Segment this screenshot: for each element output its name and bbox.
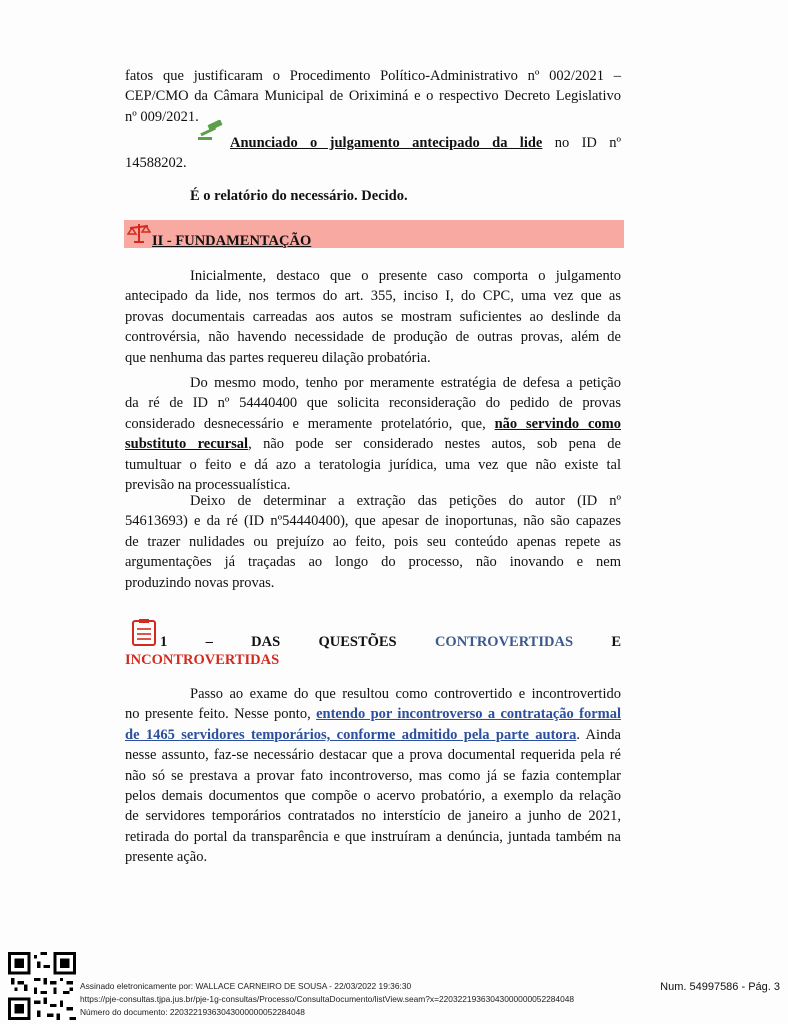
- intro-line: nº 009/2021.: [125, 108, 199, 125]
- footer-docnum: Número do documento: 22032219363043000000052284048: [80, 1007, 305, 1017]
- highlight-link[interactable]: de 1465 servidores temporários, conforme admitido pela parte autora: [125, 726, 577, 743]
- para-line: presente ação.: [125, 849, 208, 866]
- para-line: provas documentais carreadas aos autos se mostram suficientes ao deslinde da: [125, 308, 621, 325]
- relatorio-text: É o relatório do necessário. Decido.: [190, 188, 408, 204]
- para-text: no presente feito. Nesse ponto,: [125, 706, 311, 723]
- page-number: Num. 54997586 - Pág. 3: [660, 981, 780, 993]
- anuncio-id: 14588202.: [125, 155, 187, 172]
- heading-dash: –: [205, 634, 213, 650]
- para-text: considerado desnecessário e meramente protelatório, que,: [125, 415, 486, 432]
- para-line: de servidores temporários contratados no interstício de janeiro a junho de 2021,: [125, 808, 621, 825]
- para-line: argumentações já traçadas ao longo do processo, não inovando e nem: [125, 554, 621, 571]
- anuncio-label: Anunciado o julgamento antecipado da lide: [230, 135, 543, 151]
- para-text: , não pode ser considerado nestes autos, sob pena de: [248, 436, 621, 453]
- para-line: não só se prestava a provar fato incontroverso, mas como já se fazia contemplar: [125, 767, 621, 784]
- para-line: controvérsia, não havendo necessidade de produção de outras provas, além de: [125, 329, 621, 346]
- qr-code[interactable]: [8, 952, 76, 1020]
- intro-line: fatos que justificaram o Procedimento Político-Administrativo nº 002/2021 –: [125, 68, 621, 84]
- para-line: produzindo novas provas.: [125, 574, 275, 591]
- anuncio-rest: no ID nº: [554, 135, 621, 151]
- footer-signed: Assinado eletronicamente por: WALLACE CARNEIRO DE SOUSA - 22/03/2022 19:36:30: [80, 981, 412, 991]
- para-passo: [125, 684, 621, 868]
- para-line: Deixo de determinar a extração das petições do autor (ID nº: [190, 493, 621, 509]
- para-do-mesmo-modo: [125, 373, 621, 495]
- heading-number: 1: [160, 634, 168, 650]
- para-inicialmente: [125, 266, 621, 368]
- para-line: Do mesmo modo, tenho por meramente estratégia de defesa a petição: [190, 375, 621, 391]
- section-title: II - FUNDAMENTAÇÃO: [152, 233, 312, 249]
- para-line: da ré de ID nº 54440400 que solicita reconsideração do pedido de provas: [125, 395, 621, 412]
- para-line: Inicialmente, destaco que o presente caso comporta o julgamento: [190, 268, 621, 284]
- intro-paragraph: [125, 66, 621, 127]
- emphasis-text: não servindo como: [494, 415, 622, 432]
- heading-word: QUESTÕES: [318, 634, 397, 650]
- heading-word: E: [611, 634, 621, 650]
- para-line: tumultuar o feito e dá azo a teratologia jurídica, uma vez que não existe tal: [125, 456, 621, 473]
- clipboard-icon: [131, 618, 157, 646]
- para-line: pelos demais documentos que compõe o acervo probatório, a exemplo da relação: [125, 788, 621, 805]
- intro-line: CEP/CMO da Câmara Municipal de Oriximiná e o respectivo Decreto Legislativo: [125, 88, 621, 105]
- emphasis-text: substituto recursal: [125, 436, 249, 453]
- para-line: de trazer nulidades ou prejuízo ao feito, pois seu conteúdo apenas repete as: [125, 533, 621, 550]
- para-line: [125, 414, 621, 434]
- para-line: Passo ao exame do que resultou como controvertido e incontrovertido: [190, 686, 621, 702]
- para-line: [125, 725, 621, 745]
- heading-word: DAS: [251, 634, 281, 650]
- para-line: nesse assunto, faz-se necessário destacar que a prova documental requerida pela ré: [125, 747, 621, 764]
- para-line: [125, 704, 621, 724]
- para-text: . Ainda: [576, 726, 621, 743]
- para-line: 54613693) e da ré (ID nº54440400), que apesar de inoportunas, não são capazes: [125, 513, 621, 530]
- para-line: previsão na processualística.: [125, 477, 291, 494]
- para-line: retirada do portal da transparência e que instruíram a denúncia, juntada também na: [125, 828, 621, 845]
- anuncio-paragraph: [125, 133, 621, 174]
- heading-word-blue: CONTROVERTIDAS: [434, 634, 574, 650]
- para-line: [125, 434, 621, 454]
- section1-heading-cont: INCONTROVERTIDAS: [125, 652, 280, 668]
- highlight-link[interactable]: entendo por incontroverso a contratação formal: [316, 706, 621, 723]
- para-line: que nenhuma das partes requereu dilação probatória.: [125, 349, 431, 366]
- para-deixo: [125, 491, 621, 593]
- footer-url[interactable]: https://pje-consultas.tjpa.jus.br/pje-1g-consultas/Processo/ConsultaDocumento/listView.seam?x=22032219363043000000052284048: [80, 994, 575, 1004]
- scales-icon: [127, 222, 151, 244]
- para-line: antecipado da lide, nos termos do art. 355, inciso I, do CPC, uma vez que as: [125, 288, 621, 305]
